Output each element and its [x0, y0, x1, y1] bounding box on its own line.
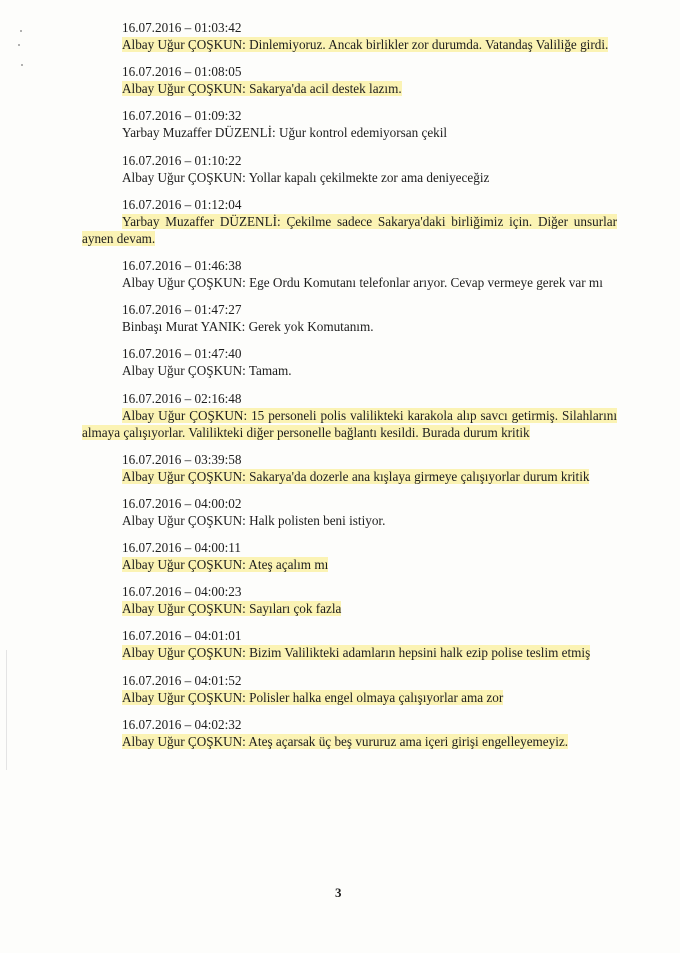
- highlighted-text: [122, 469, 589, 484]
- entry-message: [82, 124, 617, 141]
- transcript-entry: [82, 496, 617, 529]
- message-text: [122, 170, 489, 185]
- entry-timestamp: 16.07.2016 – 03:39:58: [122, 451, 242, 467]
- entry-speaker: Binbaşı Murat YANIK:: [122, 319, 246, 335]
- entry-text: Dinlemiyoruz. Ancak birlikler zor durumda. Vatandaş Valiliğe girdi.: [249, 37, 609, 52]
- transcript-entry: [82, 197, 617, 247]
- entry-timestamp: 16.07.2016 – 01:09:32: [122, 108, 242, 124]
- entry-timestamp: 16.07.2016 – 04:01:01: [122, 628, 242, 644]
- entry-speaker: Albay Uğur ÇOŞKUN:: [122, 274, 246, 290]
- entry-speaker: Albay Uğur ÇOŞKUN:: [122, 733, 246, 749]
- highlighted-text: [122, 557, 328, 572]
- transcript-entry: [82, 302, 617, 335]
- entry-message: [82, 556, 617, 573]
- entry-message: [82, 733, 617, 750]
- highlighted-text: [122, 645, 590, 660]
- transcript-entry: [82, 391, 617, 441]
- entry-text: Ege Ordu Komutanı telefonlar arıyor. Cevap vermeye gerek var mı: [249, 274, 603, 290]
- transcript-entry: [82, 540, 617, 573]
- transcript-entry: [82, 258, 617, 291]
- entry-timestamp: 16.07.2016 – 01:46:38: [122, 257, 242, 273]
- highlighted-text: [122, 690, 503, 705]
- entry-message: [82, 213, 617, 247]
- entry-timestamp: 16.07.2016 – 01:10:22: [122, 152, 242, 168]
- entry-speaker: Albay Uğur ÇOŞKUN:: [122, 645, 246, 661]
- entry-text: Ateş açarsak üç beş vururuz ama içeri girişi engelleyemeyiz.: [248, 733, 569, 749]
- message-text: [122, 319, 374, 334]
- entry-text: Uğur kontrol edemiyorsan çekil: [279, 125, 448, 141]
- transcript-entry: [82, 108, 617, 141]
- entry-timestamp: 16.07.2016 – 01:08:05: [122, 64, 242, 80]
- entry-text: Çekilme sadece Sakarya'daki birliğimiz için. Diğer unsurlar aynen devam.: [82, 213, 618, 246]
- highlighted-text: [122, 734, 568, 749]
- entry-timestamp: 16.07.2016 – 04:02:32: [122, 716, 242, 732]
- entry-text: Sakarya'da dozerle ana kışlaya girmeye çalışıyorlar durum kritik: [249, 468, 590, 484]
- scan-margin-shadow: [6, 650, 7, 770]
- entry-speaker: Albay Uğur ÇOŞKUN:: [122, 468, 246, 484]
- scan-speck: [20, 30, 22, 32]
- entry-speaker: Albay Uğur ÇOŞKUN:: [122, 81, 246, 97]
- highlighted-text: [82, 408, 617, 440]
- transcript-entry: [82, 673, 617, 706]
- highlighted-text: [82, 214, 617, 246]
- entry-speaker: Albay Uğur ÇOŞKUN:: [122, 689, 246, 705]
- entry-message: [82, 274, 617, 291]
- transcript-entry: [82, 584, 617, 617]
- page-number: 3: [335, 885, 342, 900]
- entry-timestamp: 16.07.2016 – 01:12:04: [122, 196, 242, 212]
- entry-speaker: Albay Uğur ÇOŞKUN:: [122, 557, 246, 573]
- transcript-entry: [82, 153, 617, 186]
- entry-text: Sayıları çok fazla: [249, 601, 342, 617]
- entry-text: Polisler halka engel olmaya çalışıyorlar ama zor: [249, 689, 504, 705]
- entry-message: [82, 407, 617, 441]
- entry-message: [82, 512, 617, 529]
- entry-speaker: Albay Uğur ÇOŞKUN:: [122, 512, 246, 528]
- entry-timestamp: 16.07.2016 – 01:47:27: [122, 302, 242, 318]
- entry-timestamp: 16.07.2016 – 04:00:23: [122, 584, 242, 600]
- entry-text: Gerek yok Komutanım.: [248, 319, 374, 335]
- transcript: [82, 20, 617, 761]
- entry-message: [82, 689, 617, 706]
- highlighted-text: [122, 601, 341, 616]
- entry-text: 15 personeli polis valilikteki karakola alıp savcı getirmiş. Silahlarını almaya çalışıyorlar. Valilikteki diğer personelle bağlantı kesildi. Burada durum kritik: [82, 407, 617, 440]
- transcript-entry: [82, 20, 617, 53]
- entry-timestamp: 16.07.2016 – 01:03:42: [122, 20, 242, 35]
- message-text: [122, 513, 385, 528]
- entry-text: Tamam.: [248, 363, 292, 379]
- entry-speaker: Yarbay Muzaffer DÜZENLİ:: [122, 213, 281, 229]
- message-text: [122, 363, 292, 378]
- message-text: [122, 125, 447, 140]
- transcript-entry: [82, 717, 617, 750]
- entry-message: [82, 644, 617, 661]
- entry-message: [82, 318, 617, 335]
- entry-timestamp: 16.07.2016 – 01:47:40: [122, 346, 242, 362]
- entry-message: [82, 468, 617, 485]
- entry-text: Bizim Valilikteki adamların hepsini halk ezip polise teslim etmiş: [249, 645, 591, 661]
- transcript-entry: [82, 452, 617, 485]
- highlighted-text: [122, 37, 608, 52]
- entry-text: Ateş açalım mı: [248, 557, 329, 573]
- entry-text: Halk polisten beni istiyor.: [249, 512, 386, 528]
- entry-speaker: Albay Uğur ÇOŞKUN:: [122, 37, 246, 52]
- transcript-entry: [82, 64, 617, 97]
- entry-text: Yollar kapalı çekilmekte zor ama deniyeceğiz: [248, 169, 490, 185]
- scan-speck: [18, 44, 20, 46]
- entry-speaker: Albay Uğur ÇOŞKUN:: [122, 601, 246, 617]
- entry-message: [82, 169, 617, 186]
- message-text: [122, 275, 603, 290]
- transcript-entry: [82, 628, 617, 661]
- entry-message: [82, 600, 617, 617]
- entry-timestamp: 16.07.2016 – 04:01:52: [122, 672, 242, 688]
- entry-text: Sakarya'da acil destek lazım.: [249, 81, 402, 97]
- scan-speck: [21, 64, 23, 66]
- entry-timestamp: 16.07.2016 – 02:16:48: [122, 390, 242, 406]
- entry-message: [82, 362, 617, 379]
- entry-speaker: Albay Uğur ÇOŞKUN:: [122, 407, 248, 423]
- transcript-entry: [82, 346, 617, 379]
- entry-speaker: Albay Uğur ÇOŞKUN:: [122, 169, 246, 185]
- entry-message: [82, 36, 617, 53]
- entry-message: [82, 80, 617, 97]
- entry-speaker: Albay Uğur ÇOŞKUN:: [122, 363, 246, 379]
- entry-timestamp: 16.07.2016 – 04:00:11: [122, 540, 241, 556]
- entry-timestamp: 16.07.2016 – 04:00:02: [122, 495, 242, 511]
- highlighted-text: [122, 81, 402, 96]
- entry-speaker: Yarbay Muzaffer DÜZENLİ:: [122, 125, 276, 141]
